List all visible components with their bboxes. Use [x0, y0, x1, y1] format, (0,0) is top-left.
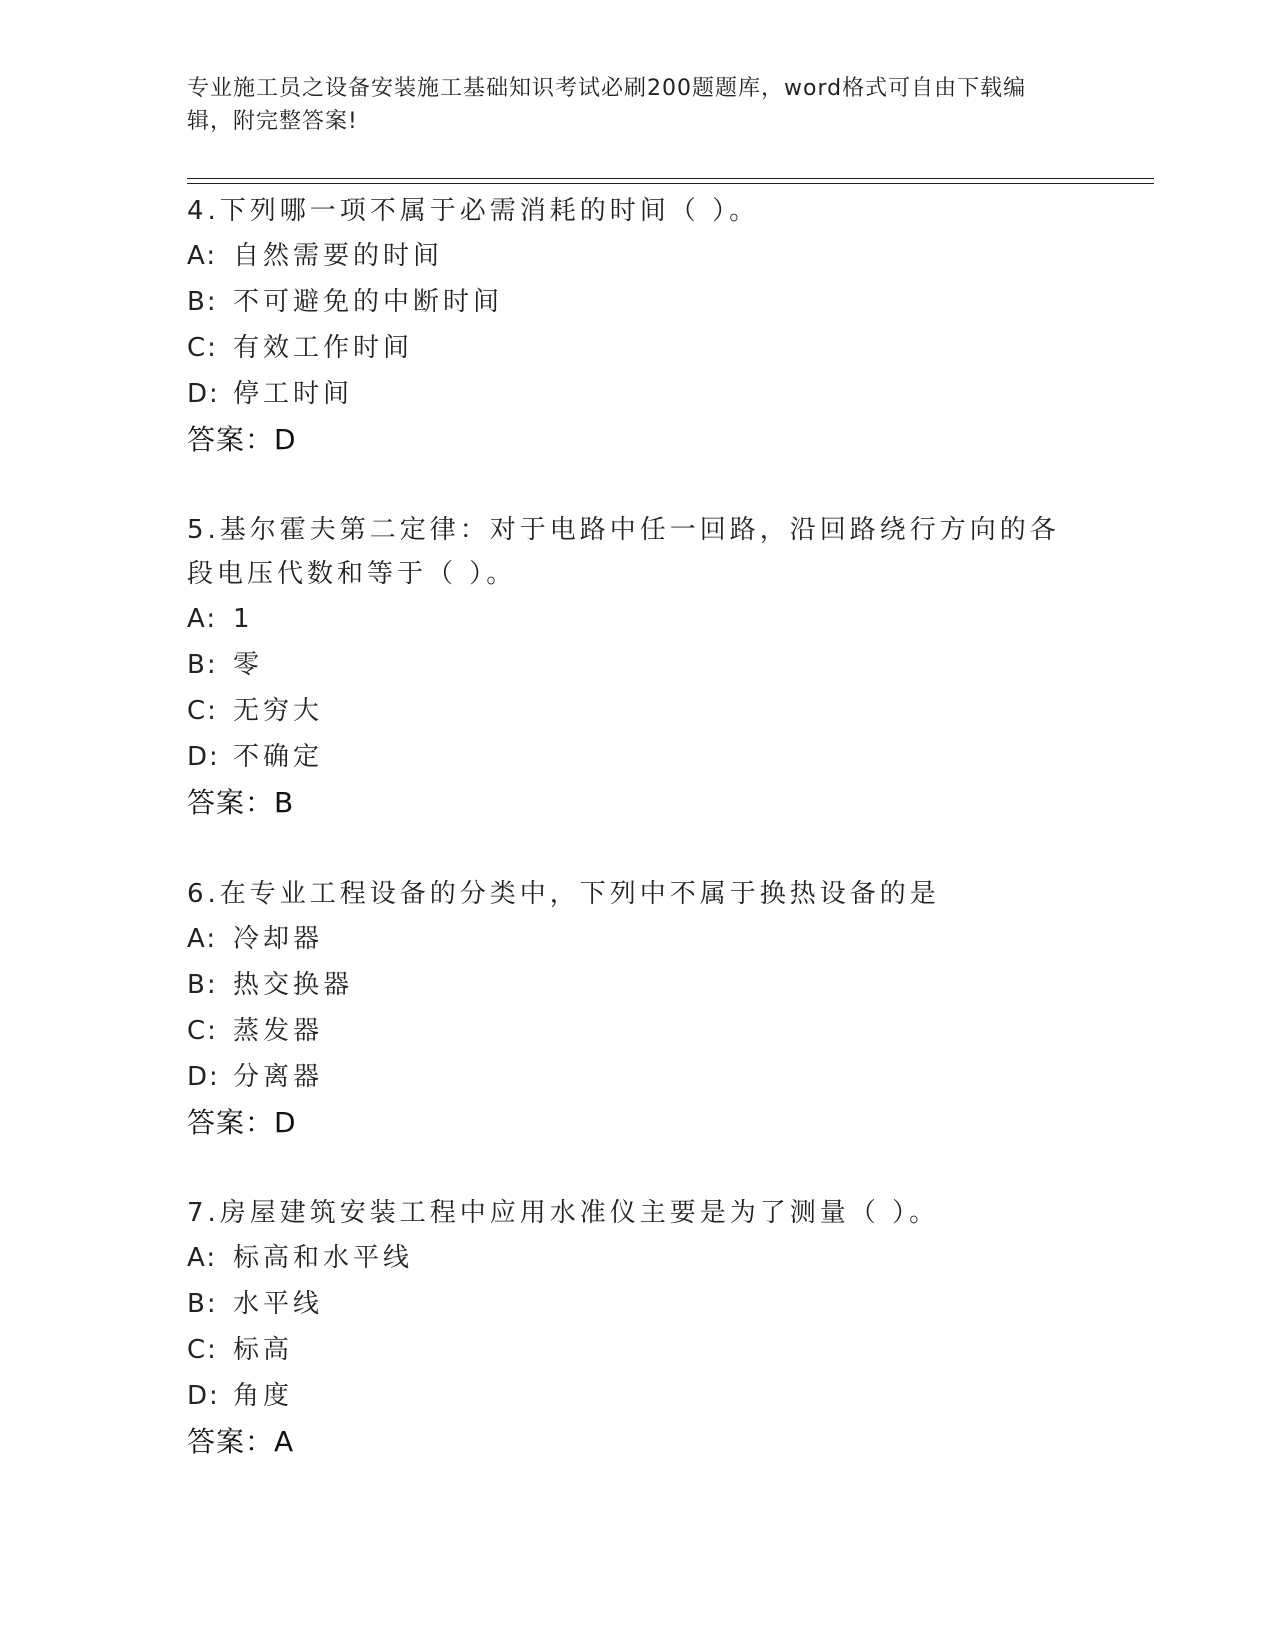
answer-line: 答案：B	[187, 786, 295, 819]
option-letter: A:	[187, 241, 218, 271]
option-letter: C:	[187, 333, 218, 363]
option-letter: B:	[187, 650, 218, 680]
question-text: 4.下列哪一项不属于必需消耗的时间（ ）。	[187, 196, 760, 226]
question-block-7	[187, 1191, 1087, 1465]
option-a	[187, 916, 1087, 962]
answer-line: 答案：A	[187, 1425, 295, 1458]
option-d	[187, 734, 1087, 780]
option-text: 停工时间	[233, 379, 354, 409]
option-letter: B:	[187, 970, 218, 1000]
option-letter: B:	[187, 287, 218, 317]
option-c	[187, 325, 1087, 371]
option-letter: A:	[187, 924, 218, 954]
option-d	[187, 371, 1087, 417]
option-b	[187, 279, 1087, 325]
option-letter: B:	[187, 1289, 218, 1319]
option-text: 分离器	[233, 1062, 324, 1092]
question-block-6	[187, 872, 1087, 1146]
option-text: 标高和水平线	[233, 1243, 414, 1273]
option-text: 1	[233, 604, 254, 634]
option-text: 有效工作时间	[233, 333, 414, 363]
header-divider-top	[187, 178, 1154, 179]
option-text: 不确定	[233, 742, 324, 772]
option-letter: D:	[187, 742, 220, 772]
option-c	[187, 1008, 1087, 1054]
option-text: 标高	[233, 1335, 294, 1365]
header-divider-bottom	[187, 183, 1154, 184]
option-b	[187, 962, 1087, 1008]
answer-line: 答案：D	[187, 1106, 297, 1139]
option-a	[187, 596, 1087, 642]
option-text: 无穷大	[233, 696, 324, 726]
option-text: 冷却器	[233, 924, 324, 954]
question-text: 6.在专业工程设备的分类中，下列中不属于换热设备的是	[187, 879, 940, 909]
option-c	[187, 688, 1087, 734]
option-letter: A:	[187, 604, 218, 634]
option-text: 不可避免的中断时间	[233, 287, 504, 317]
option-a	[187, 233, 1087, 279]
option-c	[187, 1327, 1087, 1373]
option-b	[187, 1281, 1087, 1327]
option-d	[187, 1054, 1087, 1100]
option-text: 热交换器	[233, 970, 354, 1000]
option-d	[187, 1373, 1087, 1419]
option-letter: D:	[187, 1062, 220, 1092]
option-a	[187, 1235, 1087, 1281]
option-b	[187, 642, 1087, 688]
option-letter: A:	[187, 1243, 218, 1273]
option-letter: D:	[187, 379, 220, 409]
option-text: 零	[233, 650, 264, 680]
option-letter: C:	[187, 696, 218, 726]
question-text: 7.房屋建筑安装工程中应用水准仪主要是为了测量（ ）。	[187, 1198, 940, 1228]
option-letter: C:	[187, 1016, 218, 1046]
question-text: 5.基尔霍夫第二定律：对于电路中任一回路，沿回路绕行方向的各段电压代数和等于（ ）。	[187, 515, 1060, 589]
option-letter: C:	[187, 1335, 218, 1365]
option-text: 角度	[233, 1381, 294, 1411]
option-text: 自然需要的时间	[233, 241, 444, 271]
question-block-5	[187, 508, 1087, 826]
option-text: 水平线	[233, 1289, 324, 1319]
option-letter: D:	[187, 1381, 220, 1411]
document-header: 专业施工员之设备安装施工基础知识考试必刷200题题库，word格式可自由下载编辑，附完整答案!	[187, 76, 1027, 134]
answer-line: 答案：D	[187, 423, 297, 456]
question-block-4	[187, 189, 1087, 463]
option-text: 蒸发器	[233, 1016, 324, 1046]
